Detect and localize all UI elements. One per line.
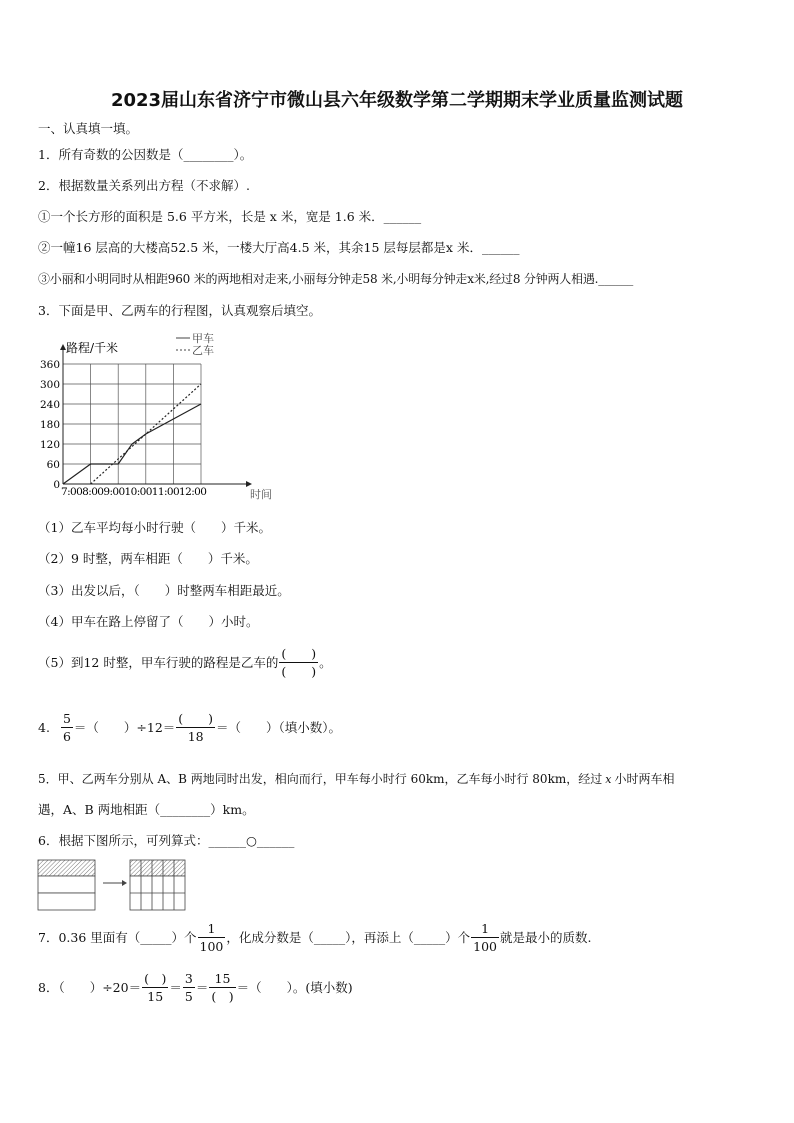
fraction-denominator: 100 — [473, 939, 497, 954]
question-7-text-a: 7．0.36 里面有（_____）个 — [38, 929, 197, 945]
chart-ylabel: 路程/千米 — [66, 341, 119, 355]
chart-series — [63, 384, 201, 484]
y-tick-label: 360 — [39, 359, 60, 371]
fraction-denominator: 100 — [199, 939, 224, 954]
y-tick-label: 60 — [46, 459, 60, 471]
chart-grid — [63, 364, 201, 484]
y-tick-label: 300 — [39, 379, 60, 391]
question-5-line-1 — [38, 771, 674, 788]
question-8 — [38, 970, 353, 1005]
question-4 — [38, 710, 341, 745]
fraction-numerator: 3 — [184, 971, 193, 986]
y-tick-label: 240 — [39, 399, 60, 411]
question-7-text-b: ，化成分数是（_____），再添上（_____）个 — [226, 929, 471, 945]
y-tick-label: 0 — [53, 479, 60, 491]
fraction-denominator: 5 — [184, 989, 193, 1004]
question-7 — [38, 920, 591, 955]
travel-line-chart — [28, 328, 278, 504]
fraction-denominator: ( ) — [211, 989, 234, 1004]
chart-xlabel: 时间 — [250, 488, 272, 501]
legend-label: 甲车 — [192, 332, 214, 345]
question-3-stem: 3．下面是甲、乙两车的行程图，认真观察后填空。 — [38, 303, 321, 318]
chart-tick-labels — [40, 359, 60, 491]
fraction-numerator: 1 — [207, 921, 216, 936]
question-3-sub-4: （4）甲车在路上停留了（ ）小时。 — [38, 614, 259, 629]
fraction-blank — [279, 645, 318, 680]
question-7-text-c: 就是最小的质数. — [500, 929, 592, 945]
question-4-middle: ＝（ ）÷12＝ — [73, 719, 176, 735]
question-5-text: 5．甲、乙两车分别从 A、B 两地同时出发，相向而行，甲车每小时行 60km，乙车每小时行 80km，经过 — [38, 772, 603, 786]
question-8-text-a: 8．（ ）÷20＝ — [38, 979, 142, 995]
fraction-denominator: ( ) — [281, 664, 317, 679]
question-5-variable: x — [605, 773, 612, 786]
fraction-numerator: 1 — [481, 921, 490, 936]
fraction-denominator: 15 — [147, 989, 164, 1004]
section-heading: 一、认真填一填。 — [38, 121, 139, 136]
fraction-blank-over-18 — [176, 710, 215, 745]
question-6: 6．根据下图所示，可列算式：______○______ — [38, 833, 295, 848]
chart-x-tick-labels: 7:008:009:0010:0011:0012:00 — [61, 486, 207, 498]
fraction-numerator: ( ) — [178, 711, 214, 726]
equals-sign: ＝ — [169, 979, 182, 995]
question-4-label: 4. — [38, 719, 50, 735]
fraction-numerator: ( ) — [281, 646, 317, 661]
fraction-blank-over-15 — [142, 970, 168, 1005]
question-3-sub-5-end: 。 — [319, 654, 332, 670]
x-axis-arrow-icon — [246, 481, 252, 487]
question-3-sub-3: （3）出发以后，（ ）时整两车相距最近。 — [38, 583, 290, 598]
question-2-item-3: ③小丽和小明同时从相距960 米的两地相对走来,小丽每分钟走58 米,小明每分钟走x米,经过8 分钟两人相遇.______ — [38, 272, 634, 286]
question-3-sub-2: （2）9 时整，两车相距（ ）千米。 — [38, 551, 258, 566]
y-tick-label: 120 — [39, 439, 60, 451]
page-title: 2023届山东省济宁市微山县六年级数学第二学期期末学业质量监测试题 — [110, 90, 684, 111]
fraction-five-sixths — [61, 710, 73, 745]
fraction-numerator: 5 — [62, 711, 71, 726]
question-5-line-2: 遇，A、B 两地相距（________）km。 — [38, 802, 255, 817]
fraction-one-hundredth — [198, 920, 226, 955]
question-5-text-end: 小时两车相 — [614, 772, 675, 786]
legend-label: 乙车 — [192, 344, 214, 357]
fraction-diagram — [37, 858, 187, 914]
question-2-item-2: ②一幢16 层高的大楼高52.5 米，一楼大厅高4.5 米，其余15 层每层都是x 米．______ — [38, 240, 520, 255]
question-8-end: ＝（ ）。(填小数) — [236, 979, 353, 995]
question-2-stem: 2．根据数量关系列出方程（不求解）. — [38, 178, 250, 193]
question-3-sub-5-text: （5）到12 时整，甲车行驶的路程是乙车的 — [38, 654, 279, 670]
right-rectangle — [130, 860, 185, 910]
question-3-sub-5 — [38, 645, 332, 680]
fraction-one-hundredth — [471, 920, 499, 955]
fraction-denominator: 6 — [62, 729, 71, 744]
question-2-item-1: ①一个长方形的面积是 5.6 平方米，长是 x 米，宽是 1.6 米．______ — [38, 209, 422, 224]
chart-legend — [176, 332, 214, 357]
left-rectangle — [38, 860, 95, 910]
fraction-numerator: ( ) — [144, 971, 167, 986]
equals-sign: ＝ — [195, 979, 209, 995]
arrow-icon — [103, 880, 127, 886]
question-3-sub-1: （1）乙车平均每小时行驶（ ）千米。 — [38, 520, 271, 535]
fraction-denominator: 18 — [187, 729, 204, 744]
fraction-three-fifths — [183, 970, 195, 1005]
question-4-end: ＝（ ）（填小数）。 — [216, 719, 342, 735]
y-tick-label: 180 — [39, 419, 60, 431]
fraction-15-over-blank — [209, 970, 235, 1005]
fraction-numerator: 15 — [214, 971, 231, 986]
question-1: 1．所有奇数的公因数是（________）。 — [38, 147, 253, 162]
